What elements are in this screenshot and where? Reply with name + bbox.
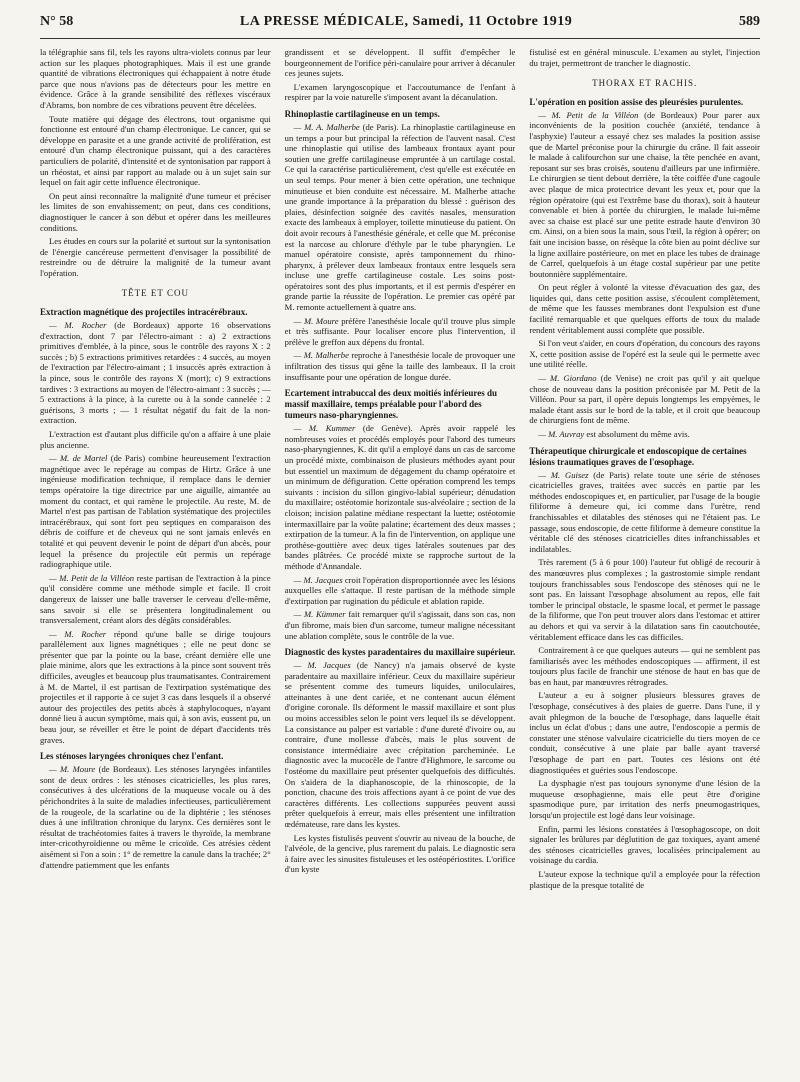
journal-name: LA PRESSE MÉDICALE,: [239, 14, 409, 29]
paragraph: (de Bordeaux) apporte 16 observations d'extraction, dont 7 par l'électro-aimant : a) 2 extractions primitives d'emblée, à la pince, sous le contrôle des rayons X : 2 succès ; b) 5 extractions primitives retardées : 4 succès, au moyen de l'extraction par l'électro-aimant ; 1 insuccès après extraction à la pince, sous le contrôle des rayons X (mort); c) 9 extractions tardives : 3 extractions au moyen de l'électro-aimant : 3 succès ; — 5 extractions à la pince, à la curette ou à la sonde cannelée : 2 guérisons, 3 morts ; — 1 résultat négatif du fait de la non-extraction.: [40, 320, 271, 426]
paragraph: Enfin, parmi les lésions constatées à l'œsophagoscope, on doit signaler les brûlures par déglutition de gaz toxiques, ayant amené des sténoses cicatricielles graves, localisées principalement au voisinage du cardia.: [529, 823, 760, 866]
article-heading: Thérapeutique chirurgicale et endoscopique de certaines lésions traumatiques graves de l'œsophage.: [529, 445, 747, 467]
author: — M. Moure: [293, 315, 339, 326]
author: — M. Giordano: [538, 373, 597, 384]
author: — M. Petit de la Villéon: [49, 572, 135, 583]
paragraph: croit l'opération disproportionnée avec les lésions auxquelles elle s'attaque. Il reste partisan de la méthode simple d'extirpation par rugination du pédicule et ablation rapide.: [284, 574, 516, 606]
author: — M. Jacques: [293, 574, 343, 585]
paragraph: (de Genève). Après avoir rappelé les nombreuses voies et procédés employés pour l'abord des tumeurs naso-pharyngiennes, K. dit qu'il a employé dans un cas de sarcome un procédé mixte, combinaison de plusieurs méthodes ayant pour but essentiel un maximum de dégagement du champ opératoire et un minimum de défiguration. Cette opération comprend les temps suivants : incision du sillon gingivo-labial supérieur; dénudation du maxillaire; ostéotomie horizontale sus-alvéolaire ; section de la cloison; incision palatine médiane respectant la luette; ostéotomie intermaxillaire par la voûte palatine; écartement des deux masses ; extirpation de la tumeur. A la fin de l'intervention, on applique une prothèse-gouttière avec deux tiges latérales soutenues par des bandes plâtrées. Ce procédé mixte se rapproche surtout de la méthode d'Annandale.: [284, 423, 516, 571]
paragraph: grandissent et se développent. Il suffit d'empêcher le bourgeonnement de l'orifice péri-canulaire pour arriver à décanuler ces jeunes sujets.: [284, 47, 516, 79]
author: — M. Guisez: [538, 469, 589, 480]
column-3: [529, 47, 760, 1077]
paragraph: répond qu'une balle se dirige toujours parallèlement aux lignes magnétiques ; elle ne peut donc se présenter que par la pointe ou la base, créant dernière elle une plaie minime, alors que les extractions à la pince sont souvent très difficiles, aveugles et beaucoup plus traumatisantes. Contrairement à M. de Martel, il est partisan de l'extirpation systématique des projectiles et il rapporte à ce sujet 3 cas dans lesquels il a observé autour des projectiles des petits abcès à staphylocoques, n'ayant donné lieu à aucun symptôme, mais qui, à son avis, eussent pu, un beau jour, se réveiller et être le point de départ d'accidents très graves.: [40, 628, 271, 745]
article-heading: L'opération en position assise des pleurésies purulentes.: [529, 96, 744, 107]
article-heading: Diagnostic des kystes paradentaires du maxillaire supérieur.: [284, 647, 516, 658]
paragraph: On peut régler à volonté la vitesse d'évacuation des gaz, des liquides qui, dans cette position assise, s'écoulent complètement, de même que les fausses membranes dont l'expulsion est d'une facilité remarquable et que quelques efforts de toux du malade rendent véritablement aussi complète que possible.: [529, 282, 760, 335]
paragraph: est absolument du même avis.: [586, 429, 690, 439]
paragraph: la télégraphie sans fil, tels les rayons ultra-violets connus par leur action sur les plaques photographiques. Mais il est une grande quantité de vibrations électroniques qui échappaient à notre étude parce que nous n'avions pas de détecteurs pour les mettre en évidence. Grâce à la grande sensibilité des réflexes viscéraux d'Abrams, bon nombre de ces vibrations peuvent être décelées.: [40, 47, 271, 110]
paragraph: On peut ainsi reconnaître la malignité d'une tumeur et préciser les limites de son envahissement; on peut, dans ces conditions, diagnostiquer le cancer à son début et opérer dans les meilleures conditions.: [40, 190, 271, 233]
issue-number: N° 58: [40, 14, 74, 29]
paragraph: fistulisé est en général minuscule. L'examen au stylet, l'injection du trajet, permettront de trancher le diagnostic.: [529, 47, 760, 68]
paragraph: Si l'on veut s'aider, en cours d'opération, du concours des rayons X, cette position assise de l'opéré est la seule qui le permette avec une utilité réelle.: [529, 338, 760, 370]
paragraph: (de Venise) ne croit pas qu'il y ait quelque chose de nouveau dans la position préconisée par M. Petit de la Villéon. Pour sa part, il opère depuis longtemps les empyèmes, le malade étant assis sur le bord de la table, et il croit que beaucoup de chirurgiens font de même.: [529, 373, 760, 426]
paragraph: (de Paris) combine heureusement l'extraction magnétique avec le repérage au compas de Hirtz. Grâce à une ingénieuse modification technique, il remplace dans le dernier temps opératoire la tige directrice par une aiguille, aimantée au moment du contact, et qui ramène le projectile. Au reste, M. de Martel n'est pas partisan de l'ablation systématique des projectiles intracérébraux, qui sont fort peu septiques en comparaison des débris de coiffure et de cheveux qui ne sont jamais enlevés en totalité et qui peuvent devenir le point de départ d'un abcès, pour lequel la présence du projectile eût permis un repérage radiographique utile.: [40, 453, 271, 570]
paragraph: (de Bordeaux). Les sténoses laryngées infantiles sont de deux ordres : les sténoses cicatricielles, les plus rares, consécutives à des ulcérations de la muqueuse vocale ou à des périchondrites à la suite de maladies infectieuses, particulièrement de la rougeole, de la scarlatine ou de la diphtérie ; les sténoses dues à une infiltration chronique du larynx. Ces dernières sont le résultat de trachéotomies faites à travers le thyroïde, la membrane inter-cricothyroïdienne ou même le cricoïde. Ces atrésies cèdent aisément si l'on a soin : 1° de remettre la canule dans la trachée; 2° d'attendre patiemment que les enfants: [40, 764, 271, 870]
article-heading: Ecartement intrabuccal des deux moitiés inférieures du massif maxillaire, temps préalable pour l'abord des tumeurs naso-pharyngiennes.: [284, 388, 497, 421]
paragraph: reproche à l'anesthésie locale de provoquer une infiltration des tissus qui gêne la taille des lambeaux. Il la croit insuffisante pour une opération de longue durée.: [284, 350, 516, 382]
section-title: THORAX ET RACHIS.: [592, 78, 698, 89]
column-1: [40, 47, 271, 1077]
article-heading: Les sténoses laryngées chroniques chez l'enfant.: [40, 751, 224, 762]
page-number: 589: [738, 14, 760, 29]
author: — M. Rocher: [49, 320, 107, 331]
header-rule: [40, 38, 760, 39]
author: — M. Petit de la Villéon: [538, 109, 639, 120]
author: — M. Jacques: [293, 660, 351, 671]
paragraph: fait remarquer qu'il s'agissait, dans son cas, non d'un fibrome, mais bien d'un sarcome, tumeur maligne nécessitant une ablation complète, sous le contrôle de la vue.: [284, 609, 516, 641]
paragraph: L'auteur a eu à soigner plusieurs blessures graves de l'œsophage, consécutives à des plaies de guerre. Dans l'une, il y avait phlegmon de la bouche de l'œsophage, dans laquelle était inclus un éclat d'obus ; dans une autre, l'endoscopie a permis de constater une sténose valvulaire cicatricielle du tiers moyen de ce conduit, consécutive à une plaie par balle ayant traversé l'œsophage de part en part. Toutes ces lésions ont été diagnostiquées et guéries sous l'endoscope.: [529, 690, 760, 775]
paragraph: (de Paris). La rhinoplastie cartilagineuse en un temps a pour but principal la réfection de l'auvent nasal. C'est une rhinoplastie qui utilise des lambeaux frontaux ayant pour soutien une greffe cartilagineuse empruntée à un cartilage costal. Ce qui la caractérise particulièrement, c'est qu'elle est exécutée en un seul temps. Pour mener à bien cette opération, une technique minutieuse et bien conduite est nécessaire. M. Malherbe attache une grande importance à la préparation du blessé : guérison des plaies, désinfection soignée des cavités nasales, mensuration exacte des lambeaux à employer, toilette minutieuse du patient. On doit avoir recours à l'anesthésie générale, et celle que M. préconise est la narcose au chlorure d'éthyle par le tube pharyngien. Le manuel opératoire consiste, après tamponnement du rhino-pharynx, à prélever deux lambeaux frontaux entre lesquels sera incluse une greffe cartilagineuse costale. Les soins post-opératoires sont des plus importants, et il est permis d'espérer en grande partie la réussite de l'opération. Le premier cas opéré par M. remonte actuellement à quatre ans.: [284, 121, 516, 313]
paragraph: L'extraction est d'autant plus difficile qu'on a affaire à une plaie plus ancienne.: [40, 429, 271, 450]
article-heading: Rhinoplastie cartilagineuse en un temps.: [284, 108, 440, 119]
issue-date: Samedi, 11 Octobre 1919: [412, 14, 573, 29]
paragraph: Contrairement à ce que quelques auteurs — qui ne semblent pas familiarisés avec les méthodes endoscopiques — affirment, il est toujours plus facile de franchir une sténose de haut en bas que de bas en haut, par manœuvres rétrogrades.: [529, 645, 760, 687]
paragraph: L'examen laryngoscopique et l'accoutumance de l'enfant à respirer par la voie naturelle s'imposent avant la décanulation.: [284, 81, 516, 103]
page-header: [40, 14, 760, 36]
author: — M. Kummer: [293, 423, 356, 434]
author: — M. Moure: [49, 764, 96, 775]
paragraph: préfère l'anesthésie locale qu'il trouve plus simple et très suffisante. Pour localiser encore plus l'intervention, il prélève le greffon aux dépens du frontal.: [284, 315, 516, 347]
journal-title: [240, 14, 572, 30]
author: — M. Auvray: [538, 429, 585, 439]
article-heading: Extraction magnétique des projectiles intracérébraux.: [40, 307, 248, 318]
paragraph: (de Nancy) n'a jamais observé de kyste paradentaire au maxillaire inférieur. Ceux du maxillaire supérieur se présentent comme des tumeurs liquides, uniloculaires, atteinantes à une dent cariée, et ne contenant aucun élément d'origine coronale. Ils déforment le massif maxillaire et sont plus ou moins accessibles selon le point vers lequel ils se développent. La consistance au palper est variable : d'une dureté d'ivoire ou, au contraire, d'une mollesse d'abcès, mais le plus souvent de consistance intermédiaire avec crépitation parcheminée. Le diagnostic avec la mucocèle de l'antre d'Highmore, le sarcome ou l'ostéome du maxillaire peut présenter quelquefois des difficultés. On s'aidera de la diaphanoscopie, de la rhinoscopie, de la ponction, chacune des trois affections ayant à ce point de vue des caractères différents. Les collections suppurées peuvent aussi prêter quelquefois à erreur, mais elles présentent une infiltration œdémateuse, rare dans les kystes.: [284, 660, 516, 829]
paragraph: reste partisan de l'extraction à la pince qu'il considère comme une méthode simple et facile. Il croit dangereux de laisser une balle traverser le cerveau d'elle-même, sans savoir si elle se présentera longitudinalement ou transversalement, créant alors des dégâts considérables.: [40, 572, 271, 626]
paragraph: L'auteur expose la technique qu'il a employée pour la réfection plastique de la presque totalité de: [529, 868, 760, 890]
author: — M. Kümmer: [293, 609, 346, 620]
paragraph: Les kystes fistulisés peuvent s'ouvrir au niveau de la bouche, de l'alvéole, de la gencive, plus rarement du palais. Le diagnostic sera à faire avec les sinusites fistuleuses et les ostéopériostites. L'orifice d'un kyste: [284, 832, 516, 875]
paragraph: Toute matière qui dégage des électrons, tout organisme qui fonctionne est entouré d'un champ électronique. Le cancer, qui se développe en parasite et a une grande activité de prolifération, est entouré d'un champ électronique puissant, qui a des caractères particuliers de polarité, d'intensité et de syntonisation par rapport à un rhéostat, et ainsi par rapport au malade ou à un sujet sain sur lequel on fait agir cette influence électronique.: [40, 113, 271, 188]
paragraph: (de Bordeaux) Pour parer aux inconvénients de la position couchée (anxiété, tendance à l'asphyxie) l'auteur a essayé chez ses malades la position assise que de Martel préconise pour la chirurgie du crâne. Il fait asseoir le malade à califourchon sur une chaise, la tête penchée en avant, reposant sur ses bras croisés, soutenu d'ailleurs par une infirmière. Le chirurgien se tient debout derrière, la tête coiffée d'une cagoule avec plaque de mica protectrice devant les yeux et, pour que la région opératoire (qui est l'extrême base du thorax), soit à hauteur convenable et bien à portée du chirurgien, le malade lui-même avec sa chaise est placé sur une petite estrade haute d'environ 30 cm. Ainsi, on a bien sous la main, sous l'œil, la région à opérer; on fait une incision basse, on résèque la côte bien au point déclive sur la ligne axillaire postérieure, on met en place les tubes de drainage de Carrel, quelquefois à un étage costal supérieur par une petite boutonnière supplémentaire.: [529, 109, 760, 279]
column-2: [285, 47, 516, 1077]
paragraph: Très rarement (5 à 6 pour 100) l'auteur fut obligé de recourir à des manœuvres plus complexes ; la gastrostomie simple rendant toujours franchissables sous l'endoscope des sténoses qui ne le sont pas. En laissant l'œsophage absolument au repos, elle fait tomber le principal obstacle, le spasme local, et permet le passage de la filiforme, que l'on peut trouver alors dans l'estomac et attirer au dehors et qui va servir à la dilatation sans fin caoutchoutée, véritablement efficace dans les cas difficiles.: [529, 557, 760, 642]
author: — M. Malherbe: [293, 350, 349, 361]
author: — M. A. Malherbe: [293, 121, 360, 132]
author: — M. de Martel: [49, 453, 108, 464]
paragraph: (de Paris) relate toute une série de sténoses cicatricielles graves, traitées avec succès en partie par les méthodes endoscopiques et, en particulier, par l'usage de la bougie filiforme à demeure qui, ici comme dans l'urètre, rend franchissables et dilatables des sténoses qui ne l'étaient pas. Le passage, sous endoscopie, de cette filiforme à demeure constitue la véritable clé des sténoses cicatricielles dites infranchissables et indilatables.: [529, 469, 760, 554]
author: — M. Rocher: [49, 628, 107, 639]
section-title: TÊTE ET COU: [121, 288, 189, 299]
paragraph: La dysphagie n'est pas toujours synonyme d'une lésion de la muqueuse œsophagienne, mais elle peut être d'origine spasmodique pure, par irritation des nerfs pneumogastriques, lorsqu'un projectile est logé dans leur voisinage.: [529, 778, 760, 820]
text-columns: [40, 47, 760, 1077]
paragraph: Les études en cours sur la polarité et surtout sur la syntonisation de l'énergie cancéreuse permettent d'envisager la possibilité de restreindre ou de détruire la malignité de la tumeur avant l'opération.: [40, 236, 271, 278]
